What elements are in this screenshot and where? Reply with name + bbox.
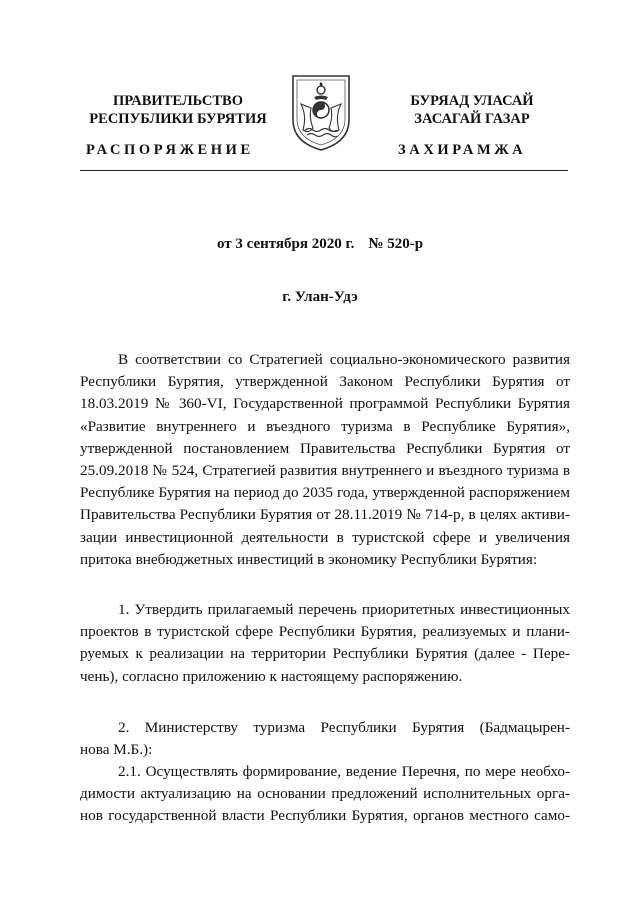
- paragraph-line: «Развитие внутреннего и въездного туризма в Республике Бурятия»,: [80, 417, 570, 435]
- paragraph-line: В соответствии со Стратегией социально-экономического развития: [118, 351, 570, 368]
- paragraph-line: 2. Министерству туризма Республики Бурятия (Бадмацырен-: [118, 719, 570, 736]
- paragraph-line: 25.09.2018 № 524, Стратегией развития внутреннего и въездного туризма в: [80, 462, 570, 480]
- paragraph-line: чень), согласно приложению к настоящему распоряжению.: [80, 667, 463, 685]
- paragraph-line: руемых к реализации на территории Республики Бурятия (далее - Пере-: [80, 645, 570, 663]
- paragraph-line: 2.1. Осуществлять формирование, ведение Перечня, по мере необхо-: [118, 763, 570, 780]
- government-name-line2: РЕСПУБЛИКИ БУРЯТИЯ: [89, 111, 267, 127]
- paragraph-line: проектов в туристской сфере Республики Бурятия, реализуемых и плани-: [80, 623, 570, 641]
- paragraph-line: Республики Бурятия, утвержденной Законом Республики Бурятия от: [80, 373, 570, 391]
- paragraph-line: Республике Бурятия на период до 2035 года, утвержденной распоряжением: [80, 484, 570, 502]
- document-type-ru: РАСПОРЯЖЕНИЕ: [86, 142, 254, 158]
- paragraph-line: нов государственной власти Республики Бурятия, органов местного само-: [80, 807, 570, 825]
- paragraph-line: притока внебюджетных инвестиций в экономику Республики Бурятия:: [80, 550, 538, 568]
- paragraph-item-1: [80, 599, 570, 688]
- paragraph-line: нова М.Б.):: [80, 741, 153, 759]
- paragraph-item-2: [80, 717, 570, 761]
- government-name-bua-line2: ЗАСАГАЙ ГАЗАР: [414, 111, 530, 127]
- government-name-line1: ПРАВИТЕЛЬСТВО: [113, 93, 243, 109]
- paragraph-line: зации инвестиционной деятельности в туристской сфере и увеличения: [80, 528, 570, 546]
- paragraph-line: Правительства Республики Бурятия от 28.11.2019 № 714-р, в целях активи-: [80, 506, 570, 524]
- coat-of-arms-icon: [289, 70, 353, 152]
- government-name-ru: [78, 92, 278, 128]
- document-type-bua: ЗАХИРАМЖА: [398, 142, 527, 158]
- paragraph-line: утвержденной постановлением Правительства Республики Бурятия от: [80, 439, 570, 457]
- paragraph-preamble: [80, 349, 570, 571]
- government-name-bua: [380, 92, 564, 128]
- document-city: г. Улан-Удэ: [282, 289, 358, 305]
- header-divider: [80, 170, 568, 171]
- document-number: № 520-р: [368, 236, 424, 252]
- document-date: от 3 сентября 2020 г.: [216, 236, 355, 252]
- paragraph-line: димости актуализацию на основании предложений исполнительных орга-: [80, 785, 570, 803]
- paragraph-item-2-1: [80, 761, 570, 828]
- document-date-line: [0, 236, 640, 253]
- paragraph-line: 18.03.2019 № 360-VI, Государственной программой Республики Бурятия: [80, 395, 570, 413]
- government-name-bua-line1: БУРЯАД УЛАСАЙ: [410, 93, 534, 109]
- paragraph-line: 1. Утвердить прилагаемый перечень приоритетных инвестиционных: [118, 601, 570, 618]
